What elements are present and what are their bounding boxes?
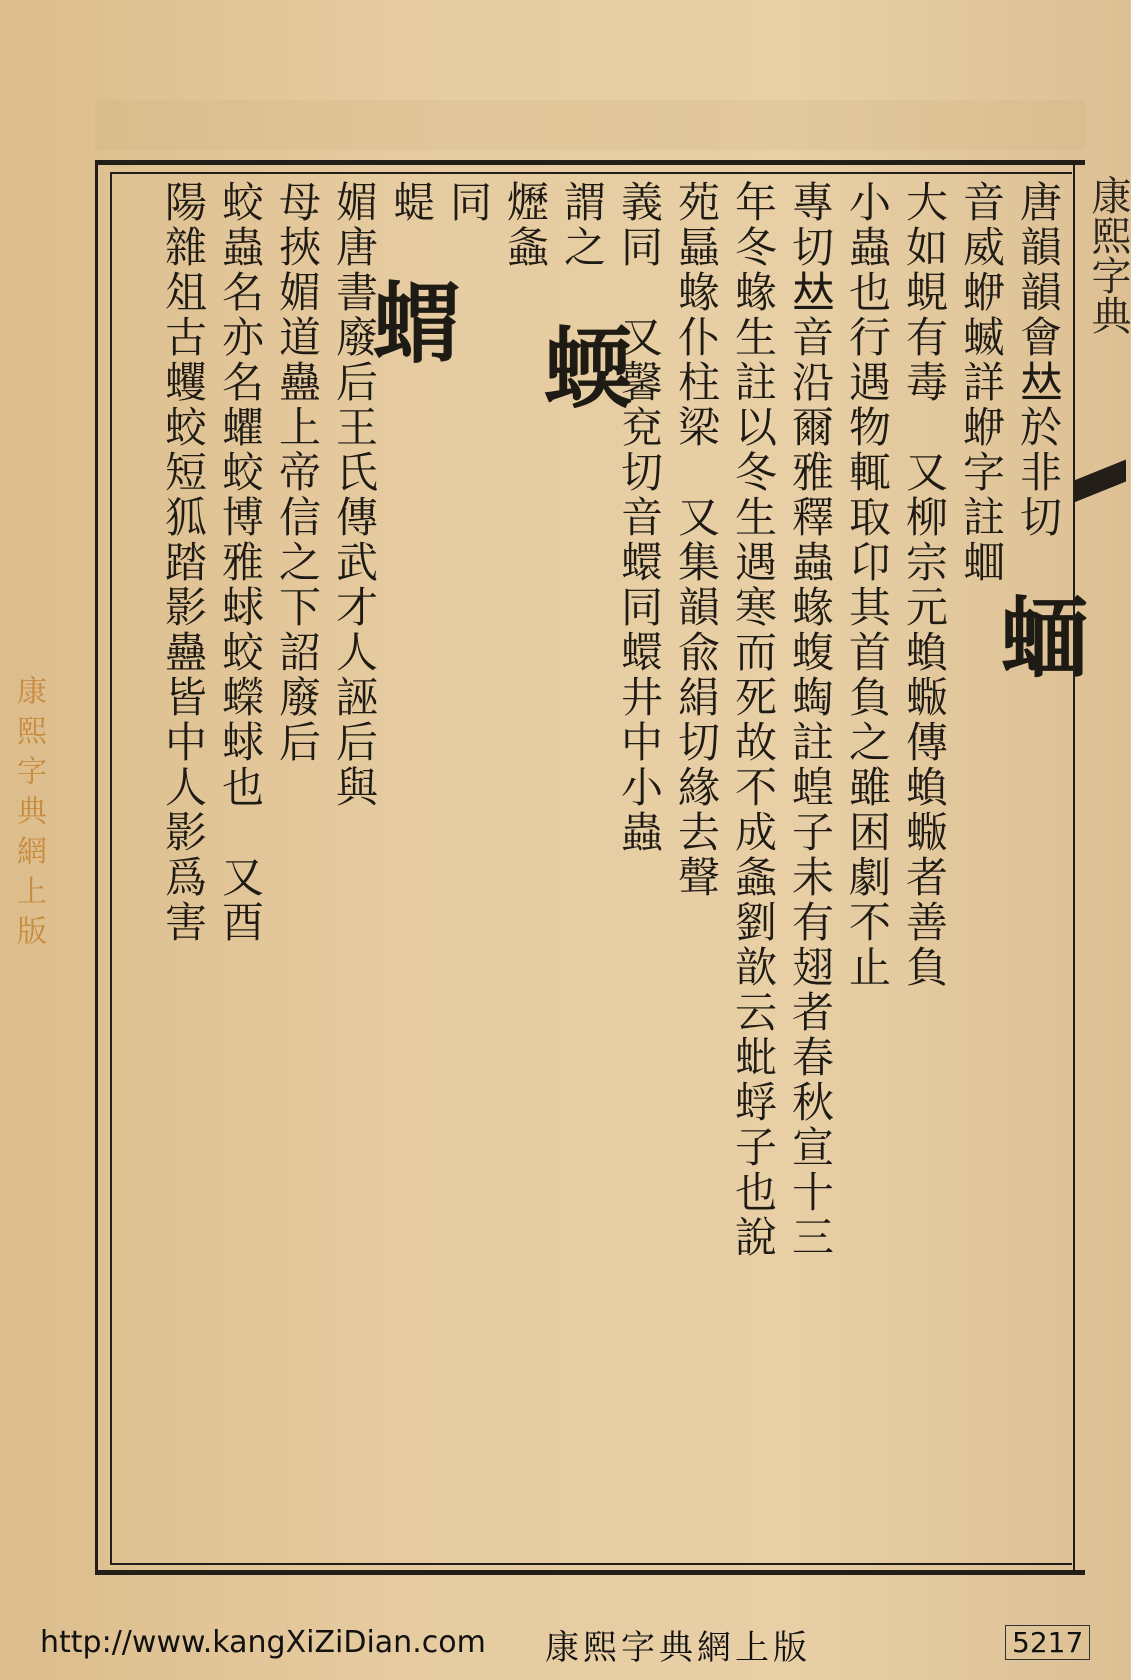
column-text: 年冬蝝生註以冬生遇寒而死故不成螽劉歆云蚍蜉子也說 <box>729 180 778 1260</box>
book-title: 康熙字典 <box>1085 175 1131 335</box>
text-column-9 <box>530 180 634 1560</box>
text-column-13 <box>326 180 382 1560</box>
column-text: 謂之 <box>558 180 607 270</box>
column-text: 媚唐書廢后王氏傳武才人誣后與 <box>330 180 379 810</box>
column-text: 專切𠀤音沿爾雅釋蟲蝝蝮蜪註蝗子未有翅者春秋宣十三 <box>786 180 835 1260</box>
column-text: 陽雜俎古蠼蛟短狐踏影蠱皆中人影爲害 <box>159 180 208 945</box>
text-column-10 <box>497 180 553 1560</box>
column-text: 蝭 <box>387 180 436 225</box>
text-column-2 <box>953 180 1009 1560</box>
column-text: 苑螶蝝仆柱梁 又集韻兪絹切緣去聲 <box>672 180 721 900</box>
column-text: 爏螽 <box>501 180 550 270</box>
column-text: 小蟲也行遇物輒取卬其首負之雖困劇不止 <box>843 180 892 990</box>
text-column-3 <box>896 180 952 1560</box>
text-column-5 <box>782 180 838 1560</box>
site-watermark: 康熙字典網上版 <box>11 675 46 955</box>
text-column-11 <box>440 180 496 1560</box>
text-column-16 <box>155 180 211 1560</box>
page-number: 5217 <box>1005 1625 1090 1660</box>
site-url[interactable]: http://www.kangXiZiDian.com <box>40 1625 486 1660</box>
column-text: 母挾媚道蠱上帝信之下詔廢后 <box>273 180 322 765</box>
headword: 蝟 <box>359 277 463 368</box>
text-column-1 <box>986 180 1090 1560</box>
text-column-15 <box>212 180 268 1560</box>
text-column-4 <box>839 180 895 1560</box>
text-column-12 <box>359 180 463 1560</box>
column-text: 音威蛜蝛詳蛜字註蜖 <box>957 180 1006 585</box>
text-column-14 <box>269 180 325 1560</box>
column-text: 蛟蟲名亦名蠷蛟博雅蛷蛟蠑蛷也 又酉 <box>216 180 265 945</box>
text-column-6 <box>725 180 781 1560</box>
text-column-7 <box>668 180 724 1560</box>
column-text: 義同 又馨兗切音蠉同蠉井中小蟲 <box>615 180 664 855</box>
headword: 蝡 <box>530 322 634 413</box>
site-title: 康熙字典網上版 <box>545 1628 811 1668</box>
headword: 蝒 <box>986 592 1090 683</box>
top-margin <box>95 100 1085 150</box>
column-text: 唐韻韻會𠀤於非切 <box>1014 180 1063 540</box>
column-text: 同 <box>444 180 493 225</box>
column-text: 大如蜆有毒 又柳宗元蝜蝂傳蝜蝂者善負 <box>900 180 949 990</box>
